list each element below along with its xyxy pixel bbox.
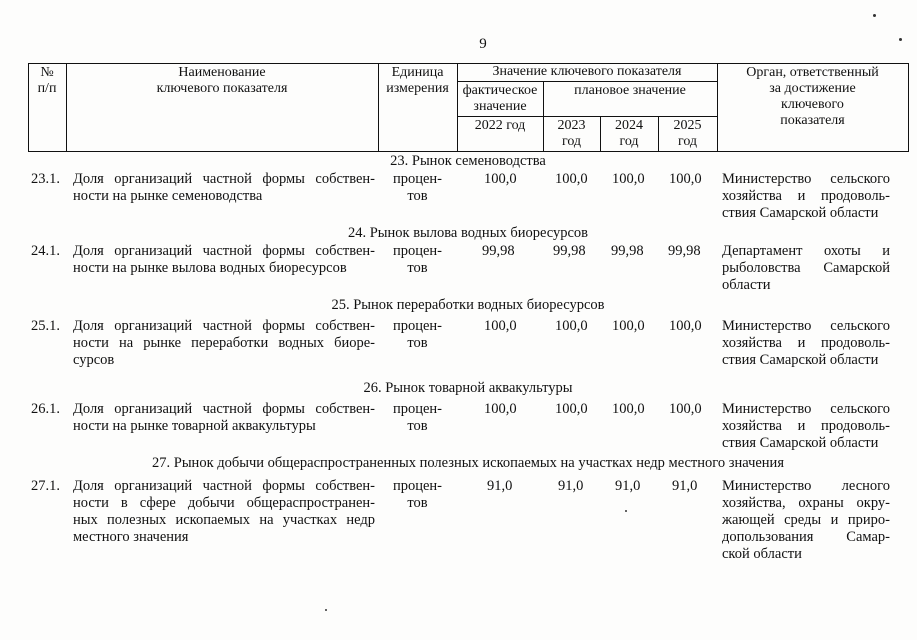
scan-speck bbox=[325, 609, 327, 611]
row-number: 23.1. bbox=[31, 171, 60, 187]
row-agency: Министерство сельского хозяйства и продоволь- ствия Самарской области bbox=[722, 171, 890, 221]
row-name: Доля организаций частной формы собствен- ности на рынке вылова водных биоресурсов bbox=[73, 243, 375, 276]
section-title: 23. Рынок семеноводства bbox=[390, 153, 546, 169]
value-2025: 100,0 bbox=[669, 171, 702, 187]
value-2025: 100,0 bbox=[669, 318, 702, 334]
header-border-right bbox=[908, 63, 909, 152]
row-agency: Министерство лесного хозяйства, охраны окру- жающей среды и приро- допользования Самар- ской области bbox=[722, 478, 890, 562]
row-unit: процен- тов bbox=[392, 171, 443, 204]
value-2025: 99,98 bbox=[668, 243, 701, 259]
row-unit: процен- тов bbox=[392, 243, 443, 276]
row-number: 27.1. bbox=[31, 478, 60, 494]
row-name: Доля организаций частной формы собствен- ности на рынке товарной аквакультуры bbox=[73, 401, 375, 434]
value-2023: 100,0 bbox=[555, 171, 588, 187]
header-planned: плановое значение bbox=[574, 83, 686, 98]
header-bottom-border bbox=[28, 151, 908, 152]
row-unit: процен- тов bbox=[392, 401, 443, 434]
section-title: 27. Рынок добычи общераспространенных полезных ископаемых на участках недр местного значения bbox=[152, 455, 784, 471]
section-title: 26. Рынок товарной аквакультуры bbox=[363, 380, 573, 396]
header-actual: фактическое значение bbox=[462, 83, 538, 114]
row-name: Доля организаций частной формы собствен- ности на рынке переработки водных биоре- сурсов bbox=[73, 318, 375, 368]
value-2024: 99,98 bbox=[611, 243, 644, 259]
row-name: Доля организаций частной формы собствен- ности на рынке семеноводства bbox=[73, 171, 375, 204]
row-number: 26.1. bbox=[31, 401, 60, 417]
row-agency: Министерство сельского хозяйства и продоволь- ствия Самарской области bbox=[722, 401, 890, 451]
header-year-2024: 2024 год bbox=[615, 118, 643, 149]
section-title: 25. Рынок переработки водных биоресурсов bbox=[331, 297, 605, 313]
page-number: 9 bbox=[479, 36, 487, 52]
scan-speck bbox=[899, 38, 902, 41]
scan-speck bbox=[873, 14, 876, 17]
value-2025: 100,0 bbox=[669, 401, 702, 417]
value-2025: 91,0 bbox=[672, 478, 698, 494]
section-title: 24. Рынок вылова водных биоресурсов bbox=[347, 225, 589, 241]
value-2023: 99,98 bbox=[553, 243, 586, 259]
row-name: Доля организаций частной формы собствен- ности в сфере добычи общераспространен- ных полезных ископаемых на участках недр местного значения bbox=[73, 478, 375, 545]
value-2023: 100,0 bbox=[555, 401, 588, 417]
row-agency: Департамент охоты и рыболовства Самарской области bbox=[722, 243, 890, 293]
row-unit: процен- тов bbox=[392, 318, 443, 351]
value-2024: 91,0 bbox=[615, 478, 641, 494]
value-2024: 100,0 bbox=[612, 318, 645, 334]
value-2023: 91,0 bbox=[558, 478, 584, 494]
value-2023: 100,0 bbox=[555, 318, 588, 334]
value-2022: 100,0 bbox=[484, 401, 517, 417]
header-agency: Орган, ответственный за достижение ключевого показателя bbox=[746, 65, 879, 128]
value-2022: 91,0 bbox=[487, 478, 513, 494]
value-2024: 100,0 bbox=[612, 401, 645, 417]
header-name: Наименование ключевого показателя bbox=[156, 65, 288, 96]
header-year-2025: 2025 год bbox=[673, 118, 702, 149]
value-2024: 100,0 bbox=[612, 171, 645, 187]
header-value-divider bbox=[457, 81, 717, 82]
row-agency: Министерство сельского хозяйства и продоволь- ствия Самарской области bbox=[722, 318, 890, 368]
value-2022: 100,0 bbox=[484, 171, 517, 187]
header-no: № п/п bbox=[37, 65, 57, 96]
header-year-2022: 2022 год bbox=[474, 118, 526, 133]
header-years-divider bbox=[457, 116, 717, 117]
row-number: 25.1. bbox=[31, 318, 60, 334]
row-unit: процен- тов bbox=[392, 478, 443, 511]
header-unit: Единица измерения bbox=[386, 65, 449, 96]
value-2022: 100,0 bbox=[484, 318, 517, 334]
header-value: Значение ключевого показателя bbox=[492, 64, 682, 79]
value-2022: 99,98 bbox=[482, 243, 515, 259]
header-year-2023: 2023 год bbox=[557, 118, 586, 149]
row-number: 24.1. bbox=[31, 243, 60, 259]
scan-speck bbox=[625, 510, 627, 512]
